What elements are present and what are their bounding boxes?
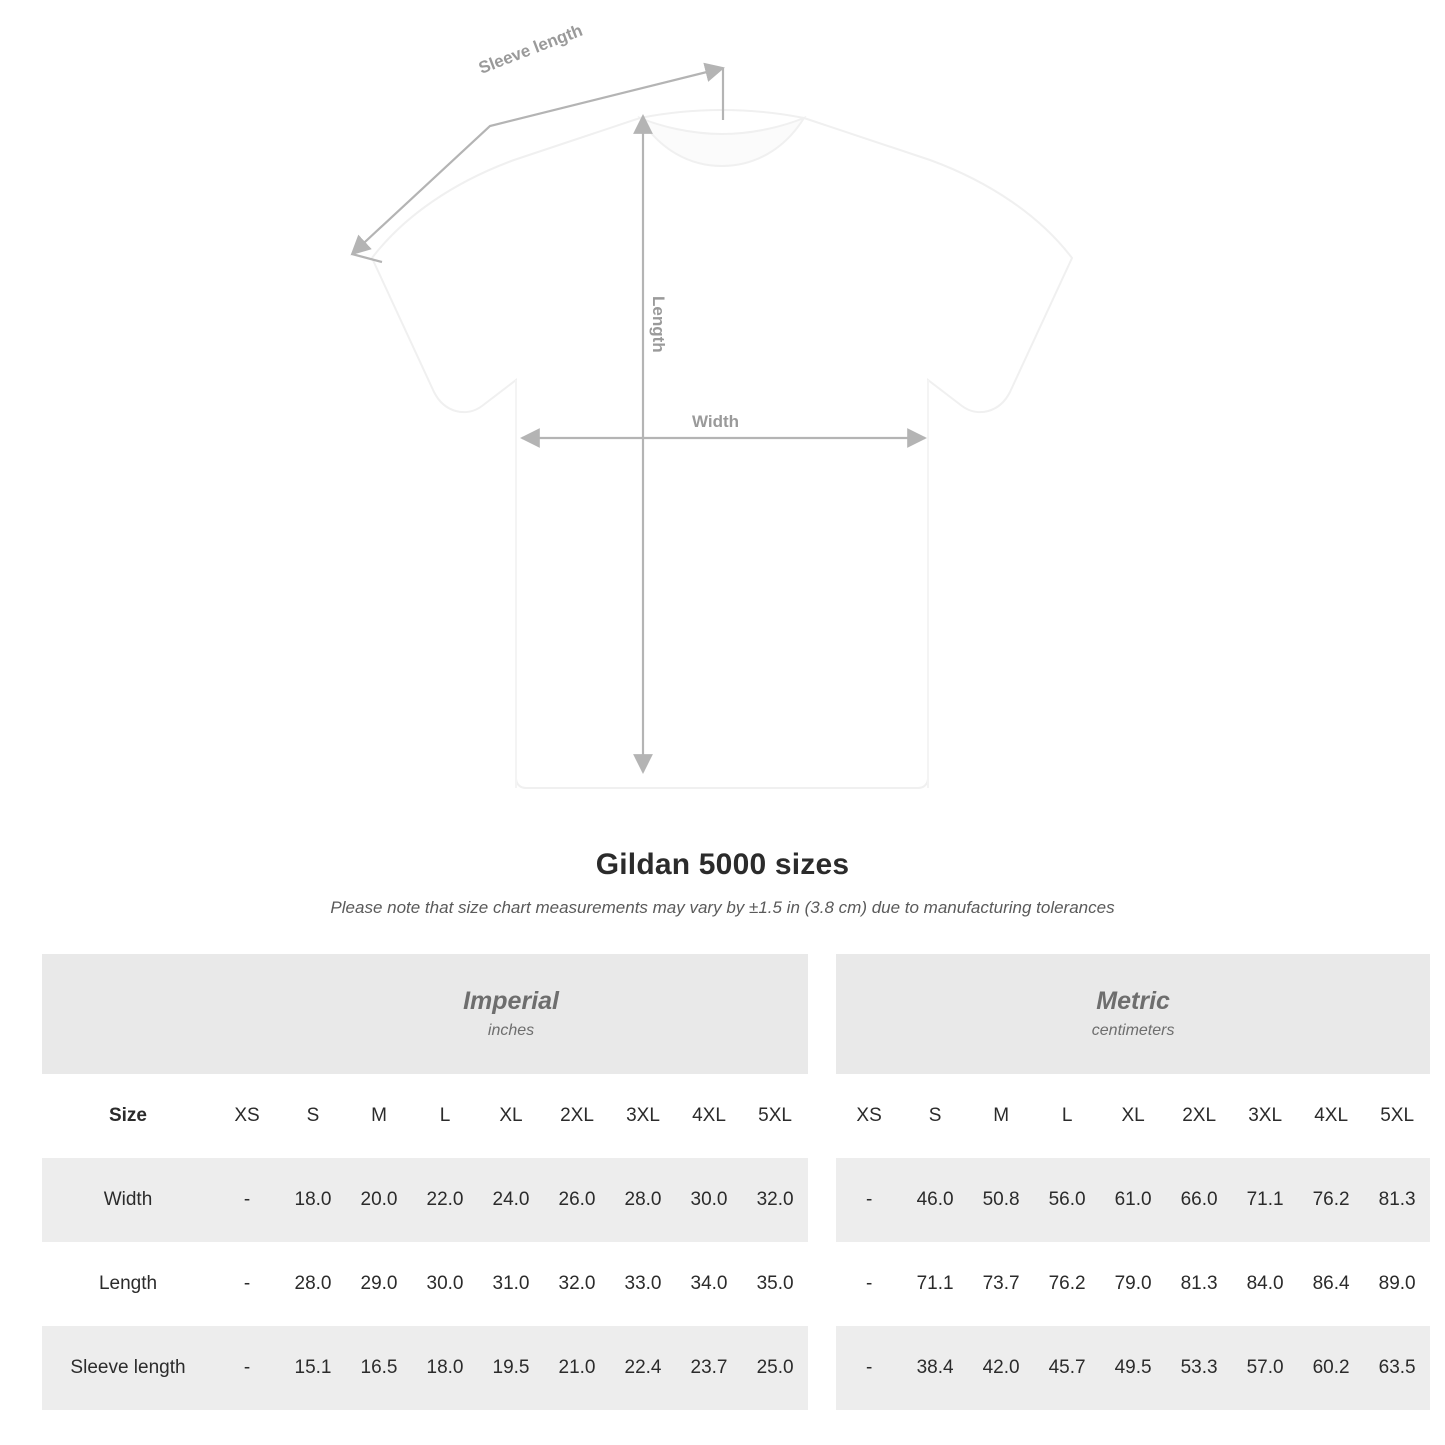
- size-header-metric-5xl: 5XL: [1364, 1074, 1430, 1158]
- table-row: [42, 1242, 1430, 1326]
- cell-width-metric-l: 56.0: [1034, 1158, 1100, 1242]
- cell-sleeve-metric-xs: -: [836, 1326, 902, 1410]
- size-header-imperial-4xl: 4XL: [676, 1074, 742, 1158]
- cell-sleeve-metric-5xl: 63.5: [1364, 1326, 1430, 1410]
- imperial-sub: inches: [487, 1022, 535, 1040]
- tolerance-note: Please note that size chart measurements may vary by ±1.5 in (3.8 cm) due to manufacturing tolerances: [330, 898, 1115, 917]
- tshirt-shape: [372, 110, 1072, 788]
- row-label-length: Length: [42, 1242, 214, 1326]
- size-header-metric-m: M: [968, 1074, 1034, 1158]
- size-header-metric-s: S: [902, 1074, 968, 1158]
- cell-sleeve-metric-xl: 49.5: [1100, 1326, 1166, 1410]
- width-label: Width: [682, 412, 749, 432]
- size-header-metric-l: L: [1034, 1074, 1100, 1158]
- size-header-imperial-2xl: 2XL: [544, 1074, 610, 1158]
- size-header-label: Size: [42, 1074, 214, 1158]
- cell-width-imperial-xl: 24.0: [478, 1158, 544, 1242]
- cell-length-metric-l: 76.2: [1034, 1242, 1100, 1326]
- row-label-width: Width: [42, 1158, 214, 1242]
- cell-width-metric-3xl: 71.1: [1232, 1158, 1298, 1242]
- cell-sleeve-metric-4xl: 60.2: [1298, 1326, 1364, 1410]
- cell-length-metric-5xl: 89.0: [1364, 1242, 1430, 1326]
- cell-sleeve-metric-m: 42.0: [968, 1326, 1034, 1410]
- size-table-wrapper: [0, 954, 1445, 1410]
- cell-length-metric-xl: 79.0: [1100, 1242, 1166, 1326]
- cell-width-imperial-m: 20.0: [346, 1158, 412, 1242]
- size-header-metric-3xl: 3XL: [1232, 1074, 1298, 1158]
- cell-length-metric-2xl: 81.3: [1166, 1242, 1232, 1326]
- cell-width-imperial-l: 22.0: [412, 1158, 478, 1242]
- cell-length-imperial-l: 30.0: [412, 1242, 478, 1326]
- cell-length-imperial-5xl: 35.0: [742, 1242, 808, 1326]
- cell-width-imperial-2xl: 26.0: [544, 1158, 610, 1242]
- cell-sleeve-imperial-4xl: 23.7: [676, 1326, 742, 1410]
- size-header-imperial-m: M: [346, 1074, 412, 1158]
- row-gap-length: [808, 1242, 836, 1326]
- size-header-imperial-3xl: 3XL: [610, 1074, 676, 1158]
- row-gap-width: [808, 1158, 836, 1242]
- cell-length-imperial-4xl: 34.0: [676, 1242, 742, 1326]
- cell-length-imperial-xl: 31.0: [478, 1242, 544, 1326]
- table-row: [42, 1326, 1430, 1410]
- cell-length-imperial-3xl: 33.0: [610, 1242, 676, 1326]
- cell-sleeve-imperial-m: 16.5: [346, 1326, 412, 1410]
- cell-length-imperial-s: 28.0: [280, 1242, 346, 1326]
- cell-sleeve-imperial-s: 15.1: [280, 1326, 346, 1410]
- cell-width-metric-xs: -: [836, 1158, 902, 1242]
- size-header-metric-4xl: 4XL: [1298, 1074, 1364, 1158]
- size-header-row: [42, 1074, 1430, 1158]
- cell-length-imperial-xs: -: [214, 1242, 280, 1326]
- size-header-imperial-xs: XS: [214, 1074, 280, 1158]
- size-header-gap: [808, 1074, 836, 1158]
- unit-header-gap: [808, 954, 836, 1074]
- cell-sleeve-imperial-xl: 19.5: [478, 1326, 544, 1410]
- size-header-imperial-xl: XL: [478, 1074, 544, 1158]
- unit-header-imperial: [214, 954, 808, 1074]
- table-row: [42, 1158, 1430, 1242]
- cell-width-metric-xl: 61.0: [1100, 1158, 1166, 1242]
- unit-header-row: [42, 954, 1430, 1074]
- cell-sleeve-metric-3xl: 57.0: [1232, 1326, 1298, 1410]
- metric-sub: centimeters: [1091, 1022, 1175, 1040]
- length-label: Length: [649, 296, 668, 353]
- cell-sleeve-imperial-l: 18.0: [412, 1326, 478, 1410]
- cell-width-imperial-3xl: 28.0: [610, 1158, 676, 1242]
- cell-length-metric-m: 73.7: [968, 1242, 1034, 1326]
- cell-width-metric-4xl: 76.2: [1298, 1158, 1364, 1242]
- cell-sleeve-imperial-xs: -: [214, 1326, 280, 1410]
- sleeve-length-label: Sleeve length: [476, 20, 586, 78]
- cell-length-metric-3xl: 84.0: [1232, 1242, 1298, 1326]
- row-label-sleeve-length: Sleeve length: [42, 1326, 214, 1410]
- cell-width-metric-2xl: 66.0: [1166, 1158, 1232, 1242]
- cell-sleeve-imperial-2xl: 21.0: [544, 1326, 610, 1410]
- cell-width-imperial-4xl: 30.0: [676, 1158, 742, 1242]
- cell-length-imperial-2xl: 32.0: [544, 1242, 610, 1326]
- size-header-imperial-s: S: [280, 1074, 346, 1158]
- imperial-name: Imperial: [463, 986, 559, 1015]
- cell-length-imperial-m: 29.0: [346, 1242, 412, 1326]
- unit-header-spacer: [42, 954, 214, 1074]
- cell-sleeve-metric-2xl: 53.3: [1166, 1326, 1232, 1410]
- cell-width-metric-m: 50.8: [968, 1158, 1034, 1242]
- row-gap-sleeve: [808, 1326, 836, 1410]
- cell-width-metric-5xl: 81.3: [1364, 1158, 1430, 1242]
- cell-sleeve-metric-l: 45.7: [1034, 1326, 1100, 1410]
- size-header-metric-xl: XL: [1100, 1074, 1166, 1158]
- metric-name: Metric: [1096, 986, 1170, 1015]
- size-header-imperial-l: L: [412, 1074, 478, 1158]
- cell-width-metric-s: 46.0: [902, 1158, 968, 1242]
- size-header-metric-2xl: 2XL: [1166, 1074, 1232, 1158]
- unit-header-metric: [836, 954, 1430, 1074]
- cell-sleeve-imperial-5xl: 25.0: [742, 1326, 808, 1410]
- cell-sleeve-metric-s: 38.4: [902, 1326, 968, 1410]
- cell-sleeve-imperial-3xl: 22.4: [610, 1326, 676, 1410]
- cell-length-metric-xs: -: [836, 1242, 902, 1326]
- size-chart-table: [42, 954, 1430, 1410]
- cell-width-imperial-s: 18.0: [280, 1158, 346, 1242]
- size-header-imperial-5xl: 5XL: [742, 1074, 808, 1158]
- page-title: Gildan 5000 sizes: [595, 848, 850, 881]
- cell-length-metric-4xl: 86.4: [1298, 1242, 1364, 1326]
- cell-length-metric-s: 71.1: [902, 1242, 968, 1326]
- cell-width-imperial-xs: -: [214, 1158, 280, 1242]
- size-header-metric-xs: XS: [836, 1074, 902, 1158]
- cell-width-imperial-5xl: 32.0: [742, 1158, 808, 1242]
